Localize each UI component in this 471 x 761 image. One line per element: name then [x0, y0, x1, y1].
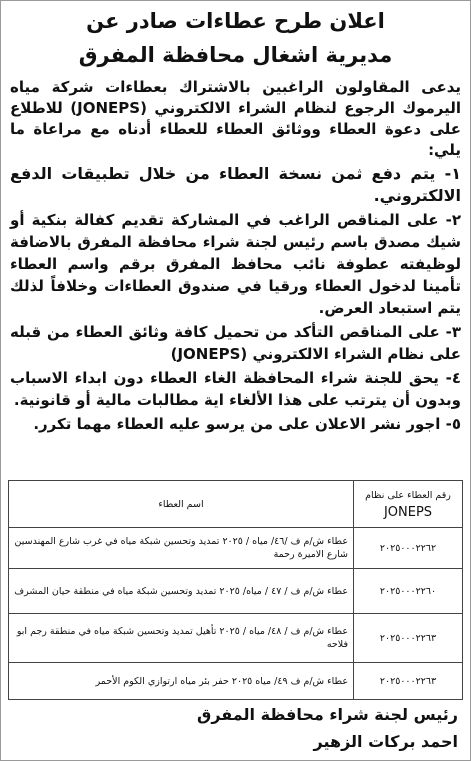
tender-number: ٢٠٢٥٠٠٠٢٢٦٢ — [354, 528, 463, 569]
announcement-title-line1: اعلان طرح عطاءات صادر عن — [86, 9, 385, 33]
announcement-intro: يدعى المقاولون الراغبين بالاشتراك بعطاءات شركة مياه اليرموك الرجوع لنظام الشراء الالكتروني (JONEPS) للاطلاع على دعوة العطاء ووثائق العطاء للعطاء أدناه مع مراعاة ما يلي: — [10, 78, 461, 159]
tender-number: ٢٠٢٥٠٠٠٢٢٦٣ — [354, 663, 463, 700]
header-tender-number — [354, 481, 463, 528]
tender-name: عطاء ش/م ف ٤٩/ مياه ٢٠٢٥ حفر بئر مياه ارتوازي الكوم الأحمر — [9, 663, 354, 700]
announcement-title-line2: مديرية اشغال محافظة المفرق — [78, 43, 393, 67]
condition-item-5: ٥- اجور نشر الاعلان على من يرسو عليه العطاء مهما تكرر. — [33, 415, 461, 433]
table-row — [9, 663, 463, 700]
tender-name: عطاء ش/م ف /٤٦/ مياه / ٢٠٢٥ تمديد وتحسين شبكة مياه في غرب شارع المهندسين شارع الاميرة رحمة — [9, 528, 354, 569]
condition-item-4: ٤- يحق للجنة شراء المحافظة الغاء العطاء دون ابداء الاسباب وبدون أن يترتب على هذا الألغاء اية مطالبات مالية أو قانونية. — [10, 369, 461, 409]
tenders-table — [8, 480, 463, 700]
tender-name: عطاء ش/م ف / ٤٧ / مياه/ ٢٠٢٥ تمديد وتحسين شبكة مياه في منطقة حيان المشرف — [9, 569, 354, 614]
condition-item-3: ٣- على المناقص التأكد من تحميل كافة وثائق العطاء من قبله على نظام الشراء الالكتروني (JONEPS) — [10, 323, 461, 363]
signature-role: رئيس لجنة شراء محافظة المفرق — [197, 705, 458, 724]
header-number-label: رقم العطاء على نظام — [365, 490, 451, 501]
header-number-system: JONEPS — [383, 505, 433, 520]
table-header-row — [9, 481, 463, 528]
header-tender-name: اسم العطاء — [9, 481, 354, 528]
table-row — [9, 569, 463, 614]
condition-item-1: ١- يتم دفع ثمن نسخة العطاء من خلال تطبيقات الدفع الالكتروني. — [10, 164, 461, 205]
table-row — [9, 528, 463, 569]
tender-number: ٢٠٢٥٠٠٠٢٢٦٣ — [354, 614, 463, 663]
signature-name: احمد بركات الزهير — [313, 732, 458, 751]
tender-number: ٢٠٢٥٠٠٠٢٢٦٠ — [354, 569, 463, 614]
tender-name: عطاء ش/م ف / ٤٨/ مياه / ٢٠٢٥ تأهيل تمديد وتحسين شبكة مياه في منطقة رجم ابو فلاحه — [9, 614, 354, 663]
table-row — [9, 614, 463, 663]
condition-item-2: ٢- على المناقص الراغب في المشاركة تقديم كفالة بنكية أو شيك مصدق باسم رئيس لجنة شراء محافظة المفرق بالاضافة لوظيفته عطوفة نائب محافظ المفرق برقم واسم العطاء تأمينا لدخول العطاء ورقيا في صندوق العطاءات وخلافاً لذلك يتم استبعاد العرض. — [10, 211, 461, 317]
